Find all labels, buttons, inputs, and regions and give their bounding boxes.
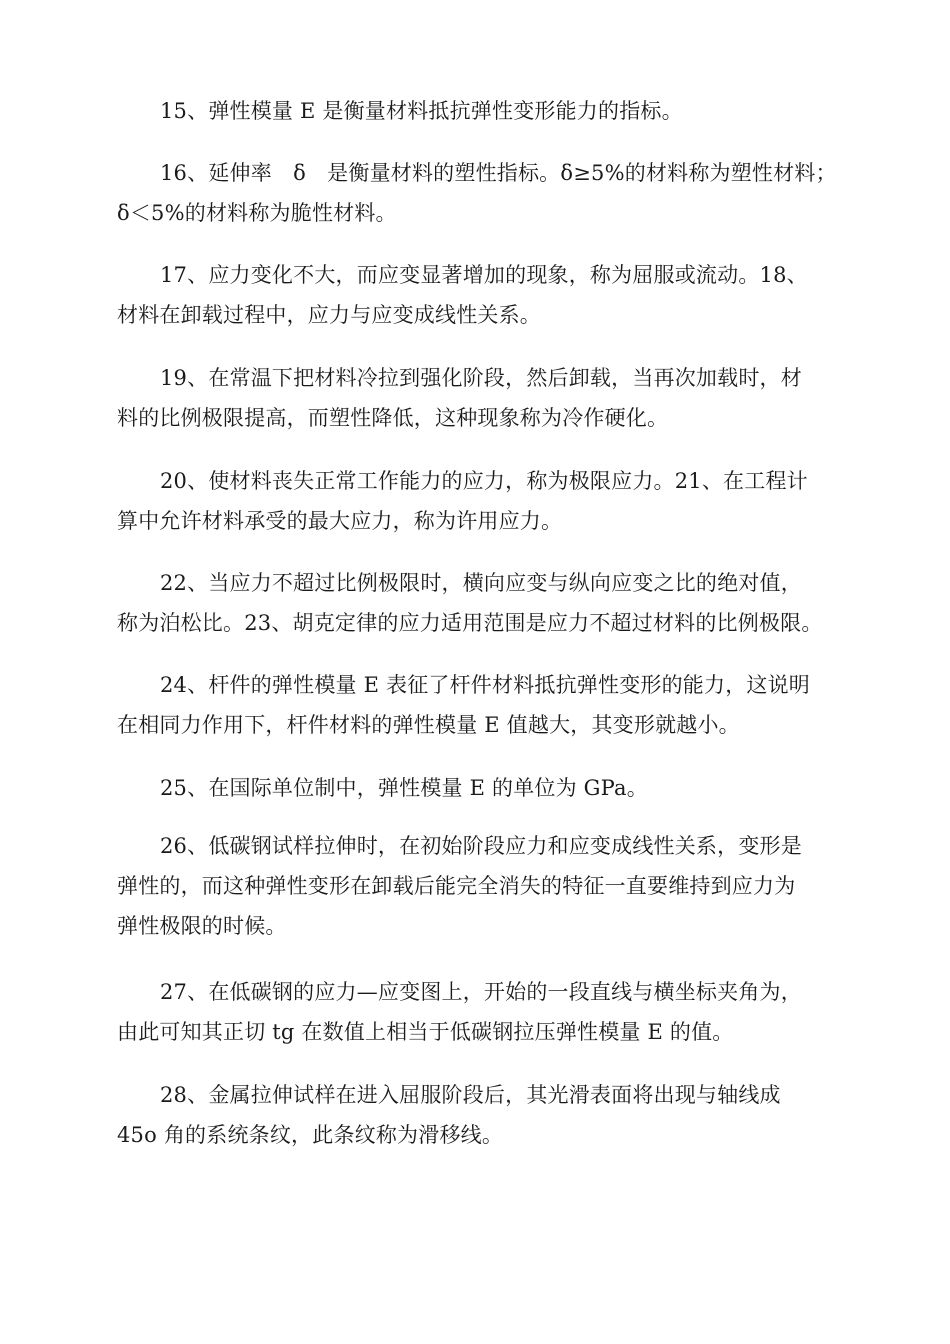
paragraph-line: 45o 角的系统条纹，此条纹称为滑移线。 [117, 1123, 504, 1147]
paragraph-line: 算中允许材料承受的最大应力，称为许用应力。 [117, 509, 563, 533]
paragraph-item-24 [117, 665, 857, 745]
paragraph-line: 22、当应力不超过比例极限时，横向应变与纵向应变之比的绝对值， [160, 571, 802, 595]
paragraph-line: 28、金属拉伸试样在进入屈服阶段后，其光滑表面将出现与轴线成 [160, 1083, 781, 1107]
paragraph-line: 料的比例极限提高，而塑性降低，这种现象称为冷作硬化。 [117, 406, 669, 430]
paragraph-item-20-21 [117, 461, 857, 541]
paragraph-line: 20、使材料丧失正常工作能力的应力，称为极限应力。21、在工程计 [160, 469, 808, 493]
paragraph-line: 16、延伸率 δ 是衡量材料的塑性指标。δ≥5%的材料称为塑性材料； [160, 161, 837, 185]
paragraph-item-16 [117, 153, 857, 233]
paragraph-line: 24、杆件的弹性模量 E 表征了杆件材料抵抗弹性变形的能力，这说明 [160, 673, 810, 697]
paragraph-item-28 [117, 1075, 857, 1155]
paragraph-item-26 [117, 826, 857, 946]
paragraph-line: 称为泊松比。23、胡克定律的应力适用范围是应力不超过材料的比例极限。 [117, 611, 823, 635]
paragraph-line: 17、应力变化不大，而应变显著增加的现象，称为屈服或流动。18、 [160, 263, 808, 287]
paragraph-line: 25、在国际单位制中，弹性模量 E 的单位为 GPa。 [160, 776, 648, 800]
paragraph-line: 弹性的，而这种弹性变形在卸载后能完全消失的特征一直要维持到应力为 [117, 874, 796, 898]
paragraph-line: 26、低碳钢试样拉伸时，在初始阶段应力和应变成线性关系，变形是 [160, 834, 802, 858]
paragraph-line: 在相同力作用下，杆件材料的弹性模量 E 值越大，其变形就越小。 [117, 713, 740, 737]
paragraph-line: 15、弹性模量 E 是衡量材料抵抗弹性变形能力的指标。 [160, 99, 683, 123]
paragraph-item-22-23 [117, 563, 857, 643]
paragraph-line: 材料在卸载过程中，应力与应变成线性关系。 [117, 303, 541, 327]
paragraph-item-19 [117, 358, 857, 438]
paragraph-line: δ＜5%的材料称为脆性材料。 [117, 201, 397, 225]
paragraph-line: 弹性极限的时候。 [117, 914, 287, 938]
paragraph-item-25 [117, 768, 857, 808]
paragraph-line: 19、在常温下把材料冷拉到强化阶段，然后卸载，当再次加载时，材 [160, 366, 802, 390]
paragraph-line: 由此可知其正切 tg 在数值上相当于低碳钢拉压弹性模量 E 的值。 [117, 1020, 734, 1044]
paragraph-item-15 [117, 91, 857, 131]
paragraph-line: 27、在低碳钢的应力—应变图上，开始的一段直线与横坐标夹角为， [160, 980, 802, 1004]
paragraph-item-17-18 [117, 255, 857, 335]
paragraph-item-27 [117, 972, 857, 1052]
